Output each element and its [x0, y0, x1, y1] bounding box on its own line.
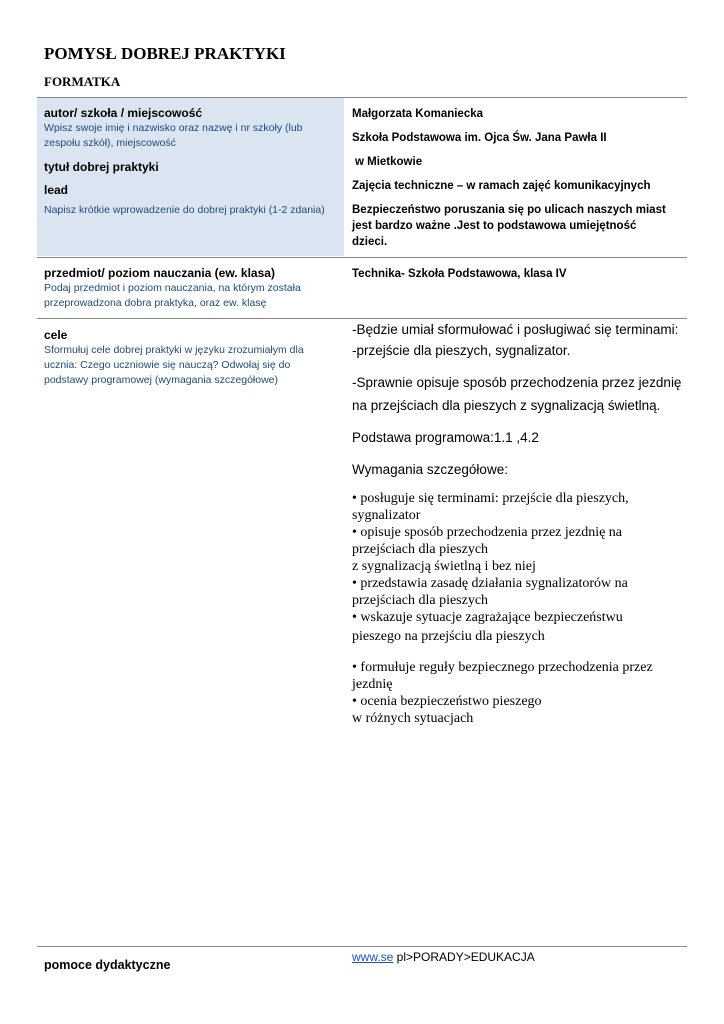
requirement-line: przejściach dla pieszych: [352, 593, 489, 608]
document-subtitle: FORMATKA: [44, 74, 121, 89]
row4-left-cell: [44, 958, 170, 973]
row3-bottom-border: [37, 946, 687, 947]
requirement-line: • wskazuje sytuacje zagrażające bezpieczeństwu: [352, 610, 623, 625]
hint-author: Wpisz swoje imię i nazwisko oraz nazwę i nr szkoły (lub zespołu szkół), miejscowość: [44, 122, 303, 149]
goal-2-line-1: -Sprawnie opisuje sposób przechodzenia przez jezdnię: [352, 375, 682, 390]
hint-subject-level: Podaj przedmiot i poziom nauczania, na którym została przeprowadzona dobra praktyka, oraz ew. klasę: [44, 282, 301, 309]
requirement-line: • przedstawia zasadę działania sygnalizatorów na: [352, 576, 628, 591]
row1-right-cell: [352, 106, 674, 250]
hint-goals: Sformułuj cele dobrej praktyki w języku zrozumiałym dla ucznia: Czego uczniowie się nauczą? Odwołaj się do podstawy programowej (wymagania szczegółowe): [44, 344, 304, 386]
resource-path: pl>PORADY>EDUKACJA: [393, 950, 535, 964]
author-name: Małgorzata Komaniecka: [352, 108, 484, 120]
label-goals: cele: [44, 328, 68, 342]
school-name: Szkoła Podstawowa im. Ojca Św. Jana Pawła II: [352, 132, 607, 144]
row2-left-cell: [44, 266, 336, 311]
document-title: POMYSŁ DOBREJ PRAKTYKI: [44, 44, 286, 63]
goal-1-line-2: -przejście dla pieszych, sygnalizator.: [352, 343, 571, 358]
requirement-line: • formułuje reguły bezpiecznego przechodzenia przez: [352, 660, 653, 675]
label-practice-title: tytuł dobrej praktyki: [44, 160, 159, 174]
row1-left-cell: [44, 106, 336, 219]
label-subject-level: przedmiot/ poziom nauczania (ew. klasa): [44, 266, 275, 280]
label-author: autor/ szkoła / miejscowość: [44, 106, 203, 120]
row3-left-cell: [44, 328, 336, 388]
goal-1-line-1: -Będzie umiał sformułować i posługiwać się terminami:: [352, 322, 679, 337]
requirement-line: • ocenia bezpieczeństwo pieszego: [352, 694, 542, 709]
practice-title: Zajęcia techniczne – w ramach zajęć komunikacyjnych: [352, 180, 651, 192]
requirements-list-2: [352, 659, 692, 727]
curriculum-basis: Podstawa programowa:1.1 ,4.2: [352, 430, 539, 445]
goal-2-line-2: na przejściach dla pieszych z sygnalizacją świetlną.: [352, 398, 661, 413]
row2-right-cell: [352, 266, 674, 282]
row3-right-cell: [352, 320, 692, 727]
requirement-line: przejściach dla pieszych: [352, 542, 489, 557]
requirements-list: [352, 490, 692, 645]
hint-lead: Napisz krótkie wprowadzenie do dobrej praktyki (1-2 zdania): [44, 204, 325, 216]
requirement-line: pieszego na przejściu dla pieszych: [352, 629, 545, 644]
row4-right-cell: [352, 950, 535, 964]
requirements-heading: Wymagania szczegółowe:: [352, 462, 508, 477]
resource-link[interactable]: www.se: [352, 950, 394, 964]
label-lead: lead: [44, 183, 69, 197]
requirement-line: w różnych sytuacjach: [352, 711, 474, 726]
row2-bottom-border: [37, 318, 687, 319]
subject-level-value: Technika- Szkoła Podstawowa, klasa IV: [352, 268, 567, 280]
requirement-line: z sygnalizacją świetlną i bez niej: [352, 559, 536, 574]
lead-text: Bezpieczeństwo poruszania się po ulicach naszych miast jest bardzo ważne .Jest to podstawowa umiejętność dzieci.: [352, 204, 666, 248]
row1-bottom-border: [37, 257, 687, 258]
requirement-line: • opisuje sposób przechodzenia przez jezdnię na: [352, 525, 623, 540]
requirement-line: sygnalizator: [352, 508, 421, 523]
requirement-line: jezdnię: [352, 677, 393, 692]
label-teaching-aids: pomoce dydaktyczne: [44, 958, 171, 972]
requirement-line: • posługuje się terminami: przejście dla pieszych,: [352, 491, 629, 506]
town-name: w Mietkowie: [355, 156, 423, 168]
